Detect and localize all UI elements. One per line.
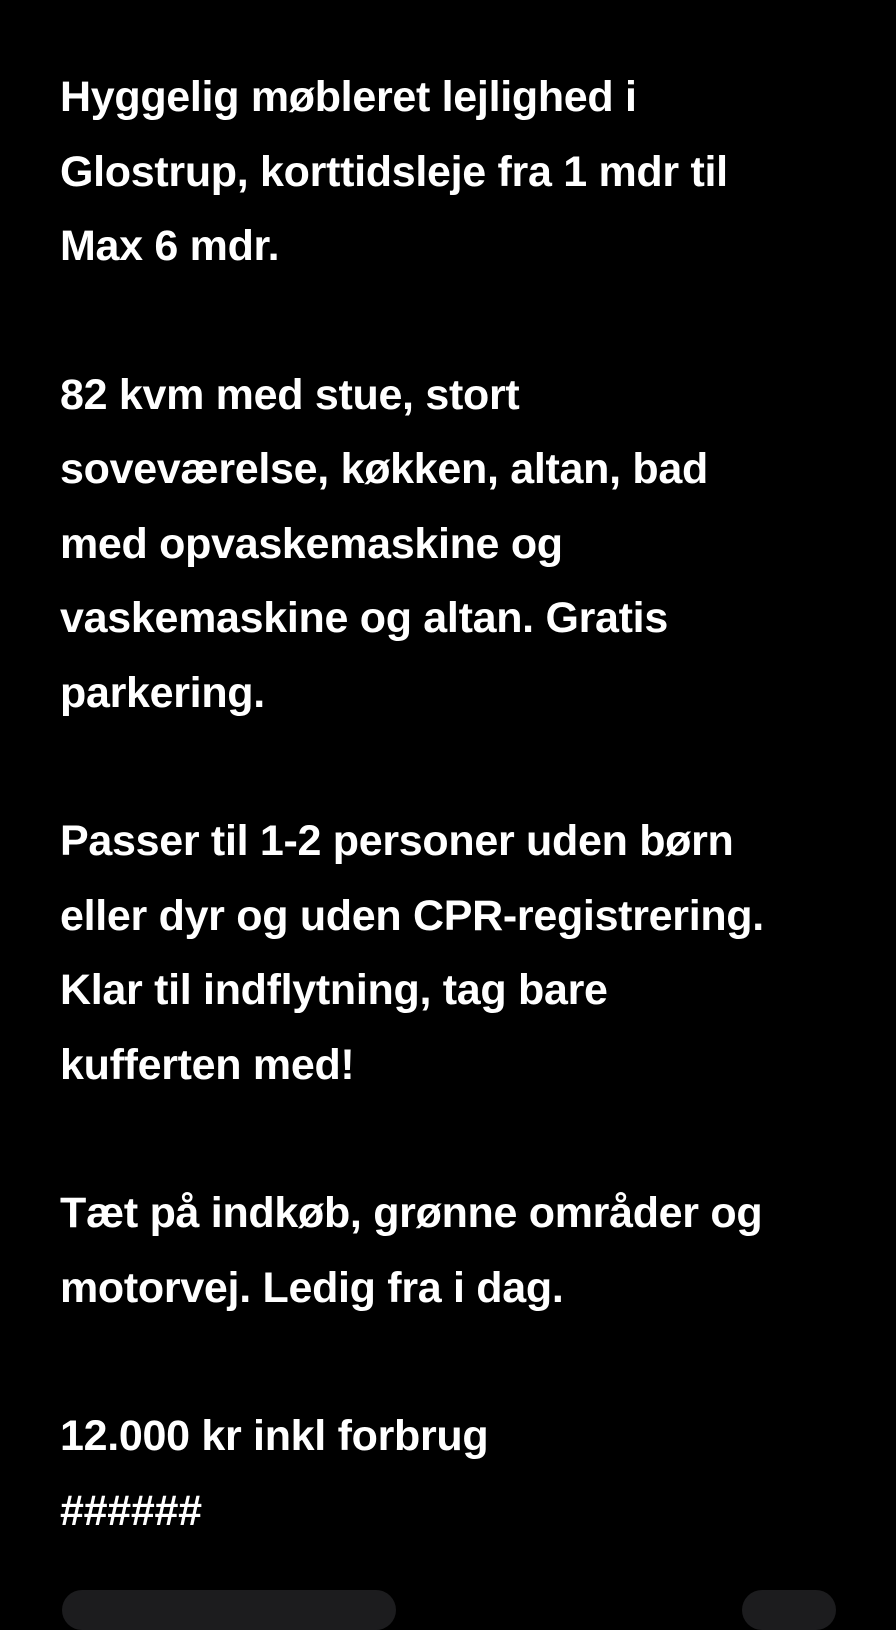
bottom-pill-button[interactable]	[62, 1590, 396, 1630]
post-paragraph-details: 82 kvm med stue, stort soveværelse, køkken, altan, bad med opvaskemaskine og vaskemaskine og altan. Gratis parkering.	[60, 370, 708, 717]
post-paragraph-suitability: Passer til 1-2 personer uden børn eller dyr og uden CPR-registrering. Klar til indflytning, tag bare kufferten med!	[60, 817, 764, 1089]
bottom-round-button[interactable]	[742, 1590, 836, 1630]
post-body	[60, 60, 860, 1548]
post-paragraph-intro: Hyggelig møbleret lejlighed i Glostrup, korttidsleje fra 1 mdr til Max 6 mdr.	[60, 73, 728, 270]
post-paragraph-price: 12.000 kr inkl forbrug ######	[60, 1412, 489, 1535]
bottom-action-bar	[0, 1580, 896, 1600]
post-paragraph-location: Tæt på indkøb, grønne områder og motorvej. Ledig fra i dag.	[60, 1189, 763, 1312]
